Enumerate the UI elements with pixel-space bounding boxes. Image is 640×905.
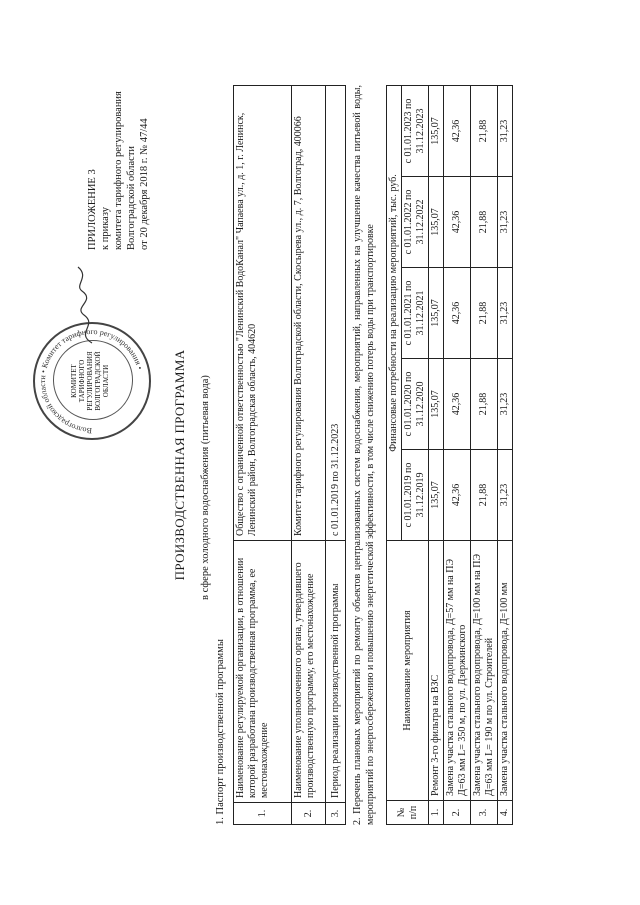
appendix-line: комитета тарифного регулирования	[113, 91, 124, 250]
row-value: 21,88	[471, 450, 498, 541]
column-header-financing: Финансовые потребности на реализацию мероприятий, тыс. руб.	[387, 86, 402, 541]
row-name: Замена участка стального водопровода, Д=100 мм на ПЭ Д=63 мм L= 190 м по ул. Строителей	[471, 541, 498, 801]
column-header-number: № п/п	[387, 801, 429, 825]
row-number: 3.	[326, 803, 346, 825]
table-row	[326, 86, 346, 825]
row-value: 21,88	[471, 177, 498, 268]
appendix-line: ПРИЛОЖЕНИЕ 3	[87, 169, 98, 250]
page-title: ПРОИЗВОДСТВЕННАЯ ПРОГРАММА	[172, 349, 187, 581]
row-value: 42,36	[444, 86, 471, 177]
signature-icon	[70, 265, 100, 345]
row-label: Наименование уполномоченного органа, утвердившего производственную программу, его местонахождение	[292, 541, 326, 803]
row-value: 21,88	[471, 86, 498, 177]
row-value: 21,88	[471, 359, 498, 450]
period-header: с 01.01.2022 по 31.12.2022	[402, 177, 429, 268]
row-value: 42,36	[444, 450, 471, 541]
row-label: Наименование регулируемой организации, в отношении которой разработана производственная программа, ее местонахождение	[234, 541, 292, 803]
table-row	[234, 86, 292, 825]
row-number: 1.	[234, 803, 292, 825]
passport-table	[233, 85, 346, 825]
svg-text:Волгоградской области • Комите: Волгоградской области • Комитет тарифного регулирования •	[37, 326, 145, 436]
row-value: 135,07	[429, 359, 444, 450]
section1-heading: 1. Паспорт производственной программы	[215, 639, 226, 825]
row-value: 135,07	[429, 450, 444, 541]
table-row	[498, 86, 513, 825]
row-value: 21,88	[471, 268, 498, 359]
row-value: Комитет тарифного регулирования Волгоградской области, Скосырева ул., д. 7, Волгоград, 400066	[292, 86, 326, 541]
row-name: Замена участка стального водопровода, Д=57 мм на ПЭ Д=63 мм L= 350 м, по ул. Дзержинского	[444, 541, 471, 801]
appendix-block	[86, 91, 151, 250]
period-header: с 01.01.2023 по 31.12.2023	[402, 86, 429, 177]
row-name: Ремонт 3-го фильтра на ВЗС	[429, 541, 444, 801]
appendix-line: от 20 декабря 2018 г. № 47/44	[139, 118, 150, 250]
table-row	[429, 86, 444, 825]
row-value: 31,23	[498, 86, 513, 177]
stamp-center-text: КОМИТЕТ ТАРИФНОГО РЕГУЛИРОВАНИЯ ВОЛГОГРАДСКОЙ ОБЛАСТИ	[70, 351, 110, 411]
appendix-line: к приказу	[100, 207, 111, 250]
row-value: 31,23	[498, 268, 513, 359]
row-value: 42,36	[444, 177, 471, 268]
row-value: 135,07	[429, 268, 444, 359]
row-value: 31,23	[498, 450, 513, 541]
period-header: с 01.01.2020 по 31.12.2020	[402, 359, 429, 450]
row-value: 42,36	[444, 268, 471, 359]
row-label: Период реализации производственной программы	[326, 541, 346, 803]
row-value: 31,23	[498, 177, 513, 268]
row-value: 31,23	[498, 359, 513, 450]
row-number: 4.	[498, 801, 513, 825]
period-header: с 01.01.2021 по 31.12.2021	[402, 268, 429, 359]
table-row	[444, 86, 471, 825]
row-value: Общество с ограниченной ответственностью "Ленинский ВодоКанал" Чапаева ул., д. 1, г. Ленинск, Ленинский район, Волгоградская область, 404620	[234, 86, 292, 541]
appendix-line: Волгоградской области	[126, 145, 137, 250]
row-name: Замена участка стального водопровода, Д=100 мм	[498, 541, 513, 801]
column-header-name: Наименование мероприятия	[387, 541, 429, 801]
table-row	[471, 86, 498, 825]
row-value: с 01.01.2019 по 31.12.2023	[326, 86, 346, 541]
row-number: 1.	[429, 801, 444, 825]
period-header: с 01.01.2019 по 31.12.2019	[402, 450, 429, 541]
page-subtitle: в сфере холодного водоснабжения (питьевая вода)	[200, 375, 211, 600]
section2-heading: 2. Перечень плановых мероприятий по ремонту объектов централизованных систем водоснабжения, мероприятий, направленных на улучшение качества питьевой воды, мероприятий по энергосбережению и повышению энергетической эффективности, в том числе снижению потерь воды при транспортировке	[352, 85, 376, 825]
row-number: 3.	[471, 801, 498, 825]
table-row	[292, 86, 326, 825]
row-number: 2.	[292, 803, 326, 825]
row-value: 135,07	[429, 177, 444, 268]
activities-table	[386, 85, 513, 825]
row-value: 135,07	[429, 86, 444, 177]
row-value: 42,36	[444, 359, 471, 450]
row-number: 2.	[444, 801, 471, 825]
table-header-row	[387, 86, 402, 825]
